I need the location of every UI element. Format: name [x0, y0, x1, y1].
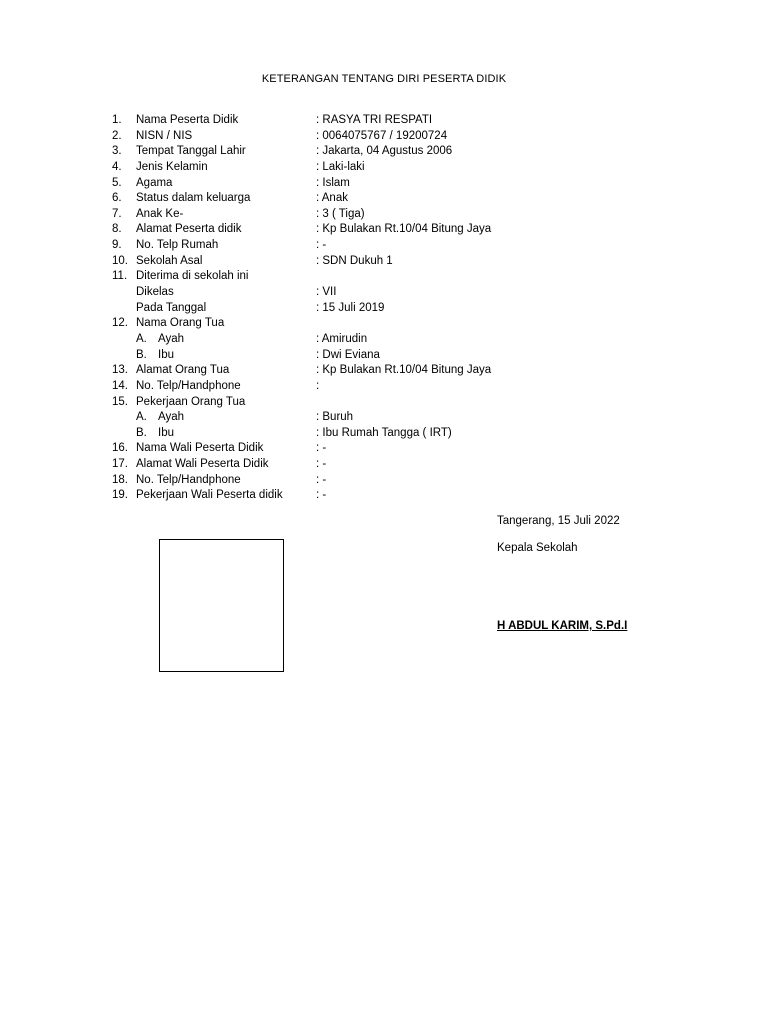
info-row-family-status [0, 191, 768, 207]
row-label: Tempat Tanggal Lahir [136, 145, 246, 158]
info-row-nisn [0, 129, 768, 145]
info-row-father-job [0, 410, 768, 426]
info-row-gender [0, 160, 768, 176]
info-row-accept-date [0, 301, 768, 317]
info-row-previous-school [0, 254, 768, 270]
row-value: : SDN Dukuh 1 [316, 254, 393, 267]
row-label: Pada Tanggal [136, 301, 207, 314]
row-value: : Ibu Rumah Tangga ( IRT) [316, 426, 452, 439]
info-row-guardian-address [0, 457, 768, 473]
document-title: KETERANGAN TENTANG DIRI PESERTA DIDIK [261, 73, 507, 85]
row-sub-letter: A. [136, 411, 147, 424]
row-label: Jenis Kelamin [136, 160, 208, 173]
row-label: Sekolah Asal [136, 254, 203, 267]
row-value: : 15 Juli 2019 [316, 301, 385, 314]
row-label: NISN / NIS [136, 129, 193, 142]
row-value: : - [316, 239, 327, 252]
row-number: 17. [112, 458, 128, 471]
row-value: : Islam [316, 176, 350, 189]
row-value: : 3 ( Tiga) [316, 207, 365, 220]
signature-place-date: Tangerang, 15 Juli 2022 [497, 515, 620, 527]
row-number: 10. [112, 254, 128, 267]
row-number: 6. [112, 192, 122, 205]
row-number: 11. [112, 270, 128, 283]
row-label: Alamat Wali Peserta Didik [136, 458, 269, 471]
info-row-guardian-name [0, 441, 768, 457]
row-label: Diterima di sekolah ini [136, 270, 249, 283]
info-row-parent-phone [0, 379, 768, 395]
row-number: 13. [112, 364, 128, 377]
info-row-student-address [0, 222, 768, 238]
row-value: : - [316, 473, 327, 486]
row-number: 14. [112, 379, 128, 392]
row-sub-letter: B. [136, 348, 147, 361]
row-label: Status dalam keluarga [136, 192, 251, 205]
student-info-list [0, 113, 768, 504]
row-number: 7. [112, 207, 122, 220]
row-number: 18. [112, 473, 128, 486]
row-value: : RASYA TRI RESPATI [316, 114, 433, 126]
row-number: 4. [112, 160, 122, 173]
row-label: Anak Ke- [136, 207, 184, 220]
info-row-guardian-phone [0, 473, 768, 489]
info-row-mother-name [0, 348, 768, 364]
row-number: 8. [112, 223, 122, 236]
row-number: 15. [112, 395, 128, 408]
row-label: Alamat Peserta didik [136, 223, 242, 236]
row-value: : Dwi Eviana [316, 348, 380, 361]
row-number: 1. [112, 114, 122, 126]
signature-role: Kepala Sekolah [497, 542, 578, 554]
row-label: Pekerjaan Orang Tua [136, 395, 246, 408]
row-number: 16. [112, 442, 128, 455]
info-row-class [0, 285, 768, 301]
row-label: Nama Peserta Didik [136, 114, 239, 126]
row-value: : Buruh [316, 411, 354, 424]
row-value: : 0064075767 / 19200724 [316, 129, 448, 142]
row-number: 12. [112, 317, 128, 330]
row-sub-letter: B. [136, 426, 147, 439]
row-value: : Amirudin [316, 332, 368, 345]
info-row-parent-jobs [0, 395, 768, 411]
row-label: Ayah [158, 411, 185, 424]
row-number: 3. [112, 145, 122, 158]
info-row-parent-address [0, 363, 768, 379]
row-label: Pekerjaan Wali Peserta didik [136, 489, 283, 502]
row-value: : - [316, 442, 327, 455]
info-row-religion [0, 176, 768, 192]
info-row-parent-names [0, 316, 768, 332]
row-label: No. Telp Rumah [136, 239, 219, 252]
info-row-birth [0, 144, 768, 160]
row-value: : Jakarta, 04 Agustus 2006 [316, 145, 453, 158]
row-label: No. Telp/Handphone [136, 473, 241, 486]
row-value: : Anak [316, 192, 348, 205]
row-value: : Kp Bulakan Rt.10/04 Bitung Jaya [316, 223, 492, 236]
row-label: Agama [136, 176, 173, 189]
photo-placeholder-box [159, 539, 284, 672]
info-row-home-phone [0, 238, 768, 254]
row-number: 19. [112, 489, 128, 502]
row-value: : - [316, 489, 327, 502]
row-value: : Kp Bulakan Rt.10/04 Bitung Jaya [316, 364, 492, 377]
info-row-guardian-job [0, 488, 768, 504]
row-label: Dikelas [136, 286, 174, 299]
row-label: Ayah [158, 332, 185, 345]
row-label: Ibu [158, 426, 174, 439]
info-row-name [0, 113, 768, 129]
info-row-child-order [0, 207, 768, 223]
signature-name: H ABDUL KARIM, S.Pd.I [497, 620, 628, 632]
info-row-accepted [0, 269, 768, 285]
info-row-father-name [0, 332, 768, 348]
row-number: 2. [112, 129, 122, 142]
row-label: No. Telp/Handphone [136, 379, 241, 392]
row-value: : [316, 379, 320, 392]
row-label: Alamat Orang Tua [136, 364, 230, 377]
row-value: : Laki-laki [316, 160, 365, 173]
row-label: Nama Orang Tua [136, 317, 225, 330]
row-value: : VII [316, 286, 337, 299]
row-number: 5. [112, 176, 122, 189]
row-value: : - [316, 458, 327, 471]
row-number: 9. [112, 239, 122, 252]
row-sub-letter: A. [136, 332, 147, 345]
row-label: Nama Wali Peserta Didik [136, 442, 264, 455]
info-row-mother-job [0, 426, 768, 442]
row-label: Ibu [158, 348, 174, 361]
